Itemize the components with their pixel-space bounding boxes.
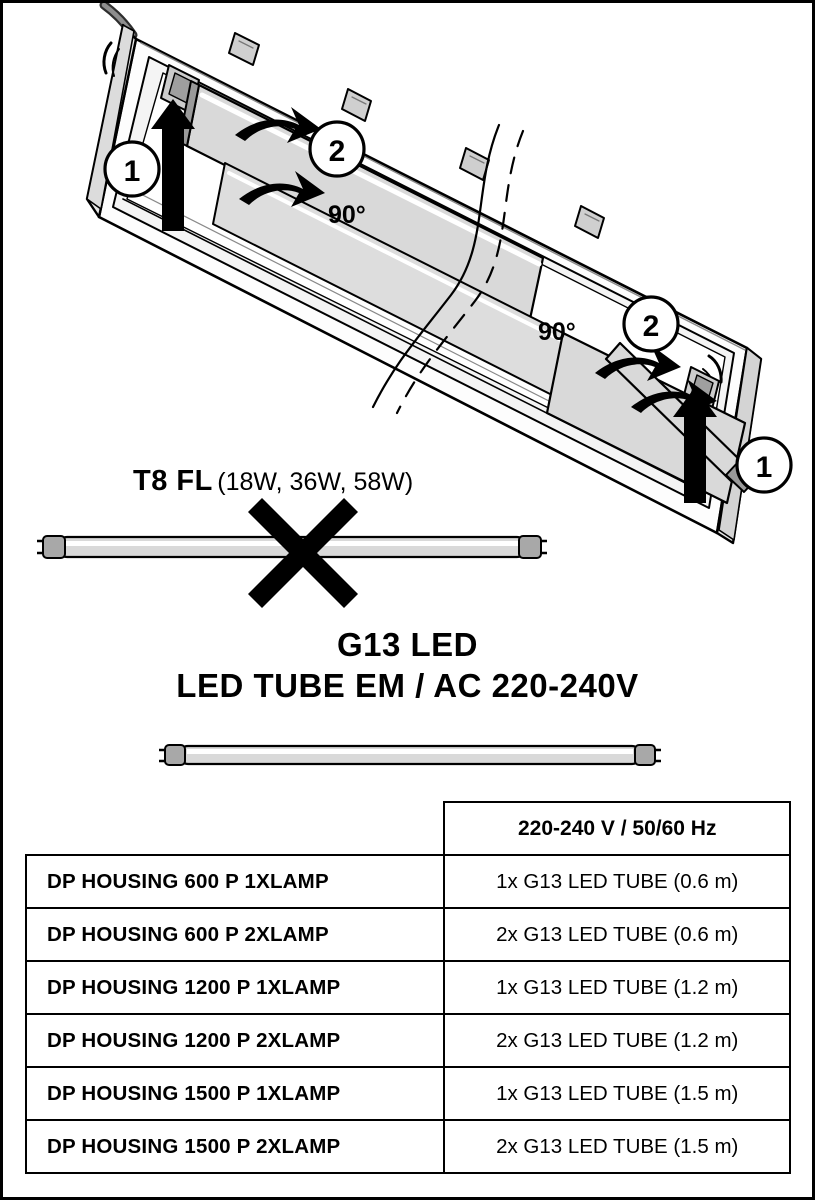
new-lamp-title: G13 LED [336,626,479,663]
product-name: DP HOUSING 1500 P 1XLAMP [26,1067,444,1120]
lamp-spec: 1x G13 LED TUBE (1.2 m) [444,961,790,1014]
rotation-label-left: 90° [328,201,366,229]
cross-mark-icon [248,498,358,608]
new-lamp-title-block [3,625,812,707]
table-row [26,1120,790,1173]
table-row [26,1014,790,1067]
product-name: DP HOUSING 600 P 2XLAMP [26,908,444,961]
table-row [26,855,790,908]
table-row [26,1067,790,1120]
old-lamp-type: T8 FL [133,465,213,497]
compatibility-table [25,801,791,1174]
svg-text:1: 1 [123,155,141,188]
step-badge-1-left [105,142,159,196]
product-name: DP HOUSING 1200 P 1XLAMP [26,961,444,1014]
product-name: DP HOUSING 600 P 1XLAMP [26,855,444,908]
step-badge-2-right [624,297,678,351]
table-header-row [26,802,790,855]
svg-text:2: 2 [328,135,346,168]
lamp-spec: 2x G13 LED TUBE (1.2 m) [444,1014,790,1067]
lamp-spec: 1x G13 LED TUBE (0.6 m) [444,855,790,908]
svg-text:2: 2 [642,310,660,343]
rotation-label-right: 90° [538,318,576,346]
table-row [26,908,790,961]
old-lamp-label [133,465,413,498]
product-name: DP HOUSING 1500 P 2XLAMP [26,1120,444,1173]
old-lamp-wattages: (18W, 36W, 58W) [217,468,414,496]
new-lamp-subtitle: LED TUBE EM / AC 220-240V [176,667,639,704]
step-badge-2-left [310,122,364,176]
table-header-voltage: 220-240 V / 50/60 Hz [444,802,790,855]
table-header-blank [26,802,444,855]
table-row [26,961,790,1014]
led-tube-graphic [155,733,665,777]
svg-text:1: 1 [755,451,773,484]
lamp-spec: 1x G13 LED TUBE (1.5 m) [444,1067,790,1120]
step-badge-1-right [737,438,791,492]
lamp-spec: 2x G13 LED TUBE (0.6 m) [444,908,790,961]
product-name: DP HOUSING 1200 P 2XLAMP [26,1014,444,1067]
lamp-spec: 2x G13 LED TUBE (1.5 m) [444,1120,790,1173]
